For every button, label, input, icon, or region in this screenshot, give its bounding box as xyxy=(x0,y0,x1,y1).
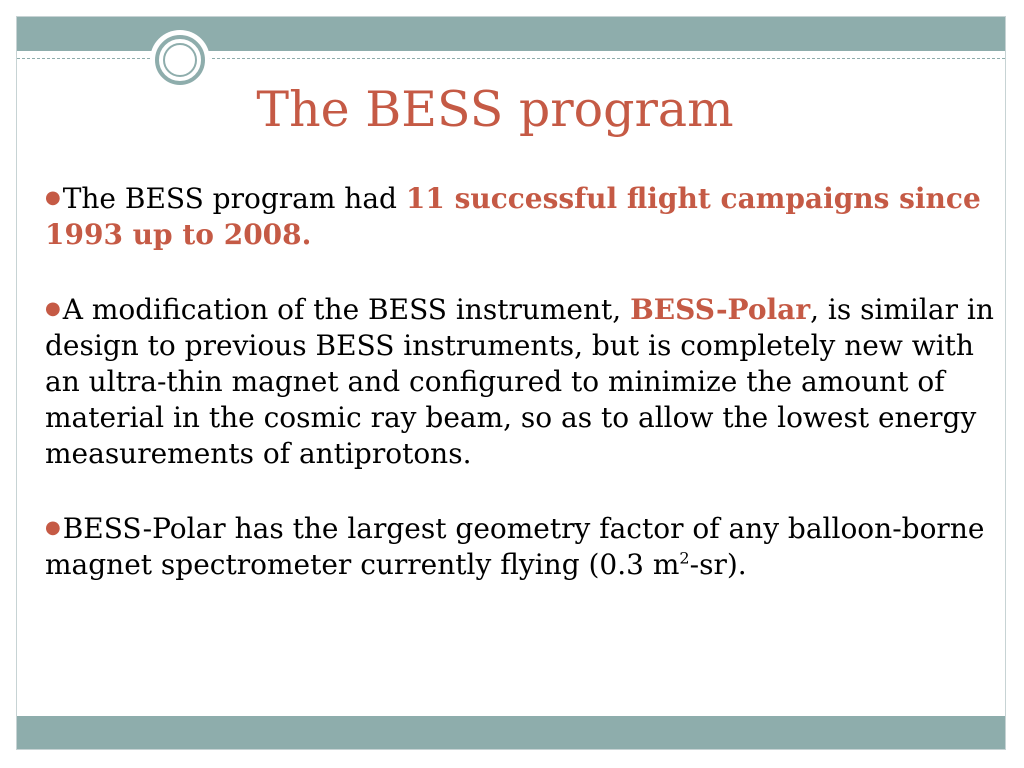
bullet-dot-icon: ● xyxy=(45,517,61,538)
bullet-dot-icon: ● xyxy=(45,187,61,208)
bullet-text-suffix: -sr). xyxy=(689,548,747,581)
slide-title xyxy=(0,80,990,140)
bullet-highlight: BESS-Polar xyxy=(630,293,811,326)
bullet-flight-campaigns xyxy=(45,180,995,253)
bullet-highlight: 11 successful flight campaigns since 1993 up to 2008. xyxy=(45,182,981,251)
bullet-list xyxy=(45,180,995,621)
bullet-dot-icon: ● xyxy=(45,298,61,319)
slide-title-text: The BESS program xyxy=(256,81,734,138)
bullet-text-prefix: The BESS program had xyxy=(62,182,406,215)
bottom-band xyxy=(17,716,1005,749)
bullet-geometry-factor xyxy=(45,510,995,583)
bullet-superscript: 2 xyxy=(679,548,690,568)
bullet-text-suffix: , is similar in design to previous BESS instruments, but is completely new with an ultra-thin magnet and configured to minimize the amount of material in the cosmic ray beam, so as to allow the lowest energy measurements of antiprotons. xyxy=(45,293,994,470)
bullet-text-prefix: A modification of the BESS instrument, xyxy=(62,293,631,326)
bullet-text: BESS-Polar has the largest geometry factor of any balloon-borne magnet spectrometer currently flying (0.3 m xyxy=(45,512,985,581)
bullet-bess-polar-design xyxy=(45,291,995,472)
